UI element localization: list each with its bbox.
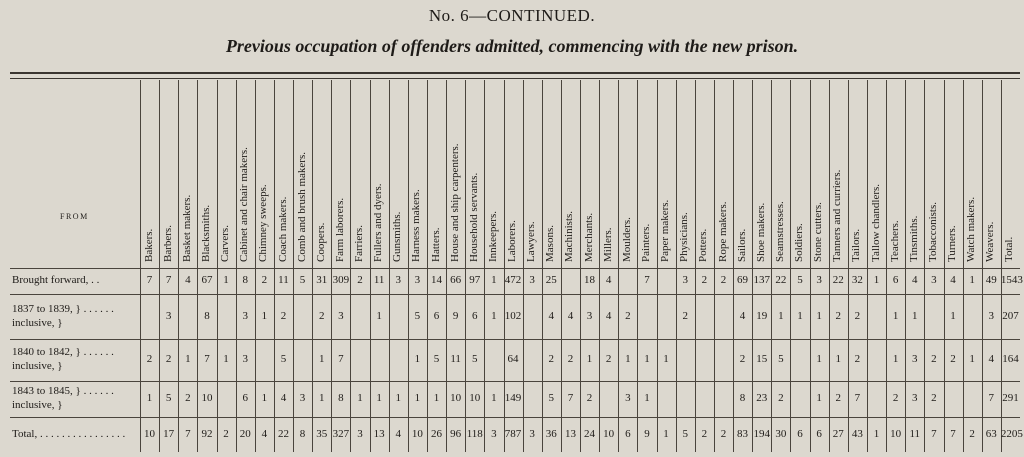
column-header: Harness makers. [410, 189, 423, 262]
row-divider [10, 339, 1020, 340]
table-cell: 8 [299, 427, 306, 440]
table-cell: 1 [644, 353, 650, 365]
table-cell: 1 [797, 309, 803, 322]
table-cell: 10 [450, 392, 462, 404]
table-cell: 4 [911, 274, 918, 286]
table-cell: 49 [985, 274, 997, 286]
table-cell: 2 [835, 309, 841, 322]
column-header: Masons. [544, 225, 557, 262]
column-header: Soldiers. [793, 223, 805, 262]
table-cell: 3 [338, 309, 344, 322]
table-cell: 4 [605, 274, 612, 286]
table-cell: 5 [414, 309, 421, 322]
table-cell: 3 [242, 309, 248, 322]
table-cell: 66 [450, 274, 462, 286]
table-cell: 4 [950, 274, 956, 286]
table-cell: 5 [433, 353, 440, 365]
table-cell: 3 [395, 274, 401, 286]
table-cell: 1 [318, 392, 325, 404]
table-cell: 13 [373, 427, 385, 440]
table-cell: 96 [450, 427, 462, 440]
table-cell: 2 [854, 353, 861, 365]
table-cell: 22 [277, 427, 289, 440]
table-cell: 63 [985, 427, 997, 440]
table-cell: 3 [529, 427, 535, 440]
table-cell: 2 [280, 309, 287, 322]
table-cell: 3 [242, 353, 248, 365]
row-label: 1837 to 1839, } . . . . . . [12, 302, 114, 315]
table-cell: 1 [969, 274, 975, 286]
table-cell: 1 [223, 353, 229, 365]
table-cell: 7 [146, 274, 153, 286]
row-label: inclusive, } [12, 360, 63, 372]
table-cell: 7 [644, 274, 650, 286]
column-header: Painters. [640, 223, 652, 262]
table-cell: 1 [491, 309, 497, 322]
table-cell: 1 [318, 353, 325, 365]
column-header: Barbers. [161, 225, 174, 262]
column-header: Blacksmiths. [200, 204, 212, 262]
column-header: Farm laborers. [333, 197, 346, 262]
table-cell: 1 [835, 353, 841, 365]
table-cell: 10 [144, 427, 156, 440]
table-cell: 9 [644, 427, 650, 440]
table-cell: 4 [988, 353, 994, 365]
table-cell: 2 [720, 274, 727, 286]
column-divider [714, 80, 715, 452]
table-cell: 9 [452, 309, 459, 322]
table-cell: 6 [797, 427, 803, 440]
table-cell: 2 [950, 353, 956, 365]
table-cell: 1 [969, 353, 975, 365]
table-cell: 291 [1002, 392, 1019, 404]
table-cell: 7 [931, 427, 937, 440]
table-cell: 2 [835, 392, 841, 404]
table-cell: 43 [851, 427, 863, 440]
column-header: Stone cutters. [812, 202, 825, 262]
column-header: Innkeepers. [486, 210, 499, 262]
table-cell: 1 [892, 309, 899, 322]
table-cell: 1 [644, 392, 650, 404]
column-header: Seamstresses. [773, 201, 786, 262]
table-cell: 5 [299, 274, 306, 286]
table-cell: 1 [146, 392, 153, 404]
table-cell: 472 [504, 274, 522, 286]
table-cell: 10 [603, 427, 615, 440]
table-cell: 1543 [1000, 274, 1023, 286]
row-label: 1840 to 1842, } . . . . . . [12, 346, 114, 358]
top-rule-thin [10, 78, 1020, 79]
table-cell: 3 [165, 309, 172, 322]
column-header: Comb and brush makers. [295, 152, 308, 262]
column-header: Fullers and dyers. [372, 183, 385, 262]
row-divider [10, 268, 1020, 269]
table-cell: 102 [504, 309, 522, 322]
row-divider [10, 417, 1020, 418]
table-cell: 7 [567, 392, 574, 404]
table-cell: 7 [950, 427, 956, 440]
table-cell: 2 [969, 427, 975, 440]
table-cell: 4 [395, 427, 401, 440]
table-cell: 8 [242, 274, 248, 286]
table-cell: 1 [491, 392, 497, 404]
table-cell: 1 [873, 427, 880, 440]
table-cell: 6 [625, 427, 631, 440]
table-cell: 25 [545, 274, 557, 286]
table-cell: 17 [163, 427, 175, 440]
column-divider [657, 80, 658, 452]
table-cell: 5 [280, 353, 287, 365]
table-cell: 3 [816, 274, 822, 286]
column-divider [867, 80, 868, 452]
table-cell: 67 [201, 274, 213, 286]
column-divider [599, 80, 600, 452]
table-cell: 1 [376, 392, 382, 404]
table-cell: 35 [316, 427, 328, 440]
table-cell: 4 [739, 309, 746, 322]
table-cell: 2 [720, 427, 727, 440]
table-cell: 2 [682, 309, 688, 322]
table-cell: 30 [775, 427, 787, 440]
table-cell: 69 [737, 274, 749, 286]
table-number: No. 6—CONTINUED. [428, 6, 596, 25]
table-cell: 137 [753, 274, 770, 286]
table-cell: 2 [931, 392, 937, 404]
column-header: Potters. [697, 228, 710, 262]
table-cell: 1 [873, 274, 880, 286]
table-cell: 7 [185, 427, 191, 440]
table-cell: 3 [414, 274, 421, 286]
column-header: Tallow chandlers. [869, 183, 882, 262]
row-label: 1843 to 1845, } . . . . . . [12, 385, 114, 397]
table-cell: 7 [204, 353, 210, 365]
table-cell: 2 [586, 392, 593, 404]
column-header: Physicians. [678, 212, 691, 262]
table-cell: 1 [663, 353, 669, 365]
column-divider [523, 80, 524, 452]
column-header: Cabinet and chair makers. [238, 147, 251, 262]
table-cell: 6 [816, 427, 822, 440]
table-cell: 23 [756, 392, 768, 404]
column-header: Gunsmiths. [391, 211, 404, 262]
row-label: inclusive, } [12, 399, 63, 411]
table-cell: 26 [431, 427, 443, 440]
table-cell: 1 [586, 353, 593, 365]
table-cell: 1 [261, 309, 268, 322]
table-cell: 92 [201, 427, 213, 440]
table-cell: 1 [625, 353, 631, 365]
column-header: Tinsmiths. [907, 215, 920, 262]
table-cell: 10 [411, 427, 423, 440]
row-label: inclusive, } [12, 316, 63, 329]
row-label: Total, . . . . . . . . . . . . . . . . [12, 427, 126, 440]
table-cell: 7 [338, 353, 344, 365]
column-header: Watch makers. [965, 196, 978, 262]
table-cell: 24 [584, 427, 596, 440]
table-cell: 14 [431, 274, 443, 286]
table-cell: 1 [414, 392, 421, 404]
column-divider [944, 80, 945, 452]
table-cell: 8 [338, 392, 344, 404]
table-cell: 2 [548, 353, 554, 365]
table-cell: 2 [185, 392, 191, 404]
table-cell: 18 [584, 274, 596, 286]
table-cell: 2 [146, 353, 153, 365]
top-rule [10, 72, 1020, 74]
table-cell: 7 [988, 392, 994, 404]
column-header: Coach makers. [276, 196, 289, 262]
table-cell: 8 [739, 392, 746, 404]
table-cell: 3 [931, 274, 937, 286]
table-cell: 31 [316, 274, 328, 286]
column-header: Lawyers. [525, 221, 538, 262]
table-cell: 309 [332, 274, 350, 286]
table-cell: 327 [332, 427, 350, 440]
column-header: Tailors. [850, 228, 863, 262]
column-header: Shoe makers. [754, 202, 767, 262]
column-header: Machinists. [563, 210, 576, 262]
column-header: Chimney sweeps. [257, 184, 270, 262]
table-cell: 118 [466, 427, 483, 440]
table-cell: 6 [242, 392, 248, 404]
column-header: Weavers. [984, 221, 997, 262]
table-cell: 2 [701, 427, 708, 440]
table-cell: 2 [223, 427, 229, 440]
table-cell: 32 [851, 274, 863, 286]
table-cell: 27 [832, 427, 844, 440]
table-cell: 2 [625, 309, 631, 322]
column-header: Laborers. [506, 220, 518, 262]
table-cell: 10 [469, 392, 481, 404]
column-header: Coopers. [314, 222, 327, 262]
table-cell: 1 [357, 392, 363, 404]
table-cell: 2 [739, 353, 746, 365]
table-cell: 4 [261, 427, 268, 440]
column-header: House and ship carpenters. [448, 143, 461, 262]
row-divider [10, 381, 1020, 382]
table-cell: 5 [548, 392, 554, 404]
table-cell: 36 [545, 427, 557, 440]
table-cell: 1 [816, 309, 822, 322]
table-cell: 3 [911, 392, 918, 404]
table-cell: 11 [909, 427, 921, 440]
table-cell: 2 [567, 353, 574, 365]
table-cell: 1 [261, 392, 268, 404]
table-cell: 3 [357, 427, 363, 440]
table-cell: 11 [373, 274, 385, 286]
table-cell: 8 [204, 309, 210, 322]
table-cell: 20 [239, 427, 251, 440]
column-header: Turners. [946, 225, 958, 262]
table-cell: 4 [605, 309, 612, 322]
table-cell: 13 [564, 427, 576, 440]
column-header: Merchants. [582, 212, 595, 262]
table-cell: 3 [625, 392, 631, 404]
column-header: Rope makers. [716, 201, 729, 262]
table-cell: 6 [892, 274, 899, 286]
table-cell: 1 [911, 309, 918, 322]
table-cell: 1 [663, 427, 669, 440]
table-cell: 194 [753, 427, 770, 440]
table-cell: 1 [816, 353, 822, 365]
column-header: Farriers. [353, 225, 365, 262]
table-cell: 1 [223, 274, 229, 286]
table-cell: 2 [931, 353, 937, 365]
table-cell: 4 [548, 309, 554, 322]
column-header: Sailors. [735, 228, 748, 262]
table-cell: 2 [701, 274, 708, 286]
table-cell: 11 [450, 353, 461, 365]
table-title: Previous occupation of offenders admitted, commencing with the new prison. [225, 36, 799, 56]
table-cell: 1 [433, 392, 440, 404]
table-cell: 10 [890, 427, 902, 440]
column-header: Moulders. [620, 217, 633, 262]
table-cell: 1 [950, 309, 956, 322]
table-cell: 1 [816, 392, 822, 404]
table-cell: 5 [778, 353, 784, 365]
table-cell: 787 [504, 427, 522, 440]
table-cell: 3 [988, 309, 994, 322]
table-cell: 1 [491, 274, 497, 286]
table-cell: 2 [605, 353, 612, 365]
column-header: Millers. [601, 227, 614, 262]
table-cell: 5 [797, 274, 803, 286]
table-cell: 1 [395, 392, 401, 404]
table-cell: 149 [504, 392, 522, 404]
table-cell: 6 [471, 309, 478, 322]
column-header: Tobacconists. [926, 201, 939, 262]
column-header: Carvers. [219, 225, 232, 262]
column-header: Teachers. [888, 220, 901, 262]
table-cell: 1 [892, 353, 899, 365]
table-cell: 5 [471, 353, 478, 365]
table-cell: 64 [507, 353, 519, 365]
table-cell: 3 [529, 274, 535, 286]
table-cell: 2 [357, 274, 363, 286]
row-divider [10, 294, 1020, 295]
table-cell: 1 [185, 353, 191, 365]
table-cell: 2 [854, 309, 861, 322]
table-cell: 6 [433, 309, 440, 322]
from-label: FROM [60, 212, 89, 221]
table-cell: 3 [911, 353, 918, 365]
column-divider [676, 80, 677, 452]
table-cell: 3 [682, 274, 688, 286]
table-cell: 11 [278, 274, 289, 286]
table-cell: 22 [775, 274, 787, 286]
table-cell: 7 [854, 392, 861, 404]
table-cell: 5 [682, 427, 688, 440]
table-cell: 7 [165, 274, 172, 286]
column-header: Household servants. [467, 172, 480, 262]
occupation-table [10, 80, 1023, 452]
table-cell: 2205 [1000, 427, 1023, 440]
row-label: Brought forward, . . [12, 274, 100, 286]
table-cell: 10 [201, 392, 213, 404]
table-cell: 15 [756, 353, 768, 365]
column-header: Total. [1003, 236, 1016, 262]
column-divider [790, 80, 791, 452]
table-cell: 164 [1002, 353, 1019, 365]
column-header: Basket makers. [180, 194, 193, 262]
column-header: Hatters. [429, 227, 442, 262]
table-cell: 83 [737, 427, 749, 440]
table-cell: 5 [165, 392, 172, 404]
table-cell: 3 [299, 392, 306, 404]
column-header: Paper makers. [659, 199, 672, 262]
table-cell: 2 [892, 392, 899, 404]
table-cell: 207 [1002, 309, 1019, 322]
table-cell: 2 [318, 309, 325, 322]
table-cell: 2 [261, 274, 268, 286]
table-cell: 3 [586, 309, 593, 322]
column-divider [963, 80, 964, 452]
column-header: Bakers. [142, 228, 155, 262]
column-header: Tanners and curriers. [831, 169, 844, 262]
table-cell: 4 [567, 309, 574, 322]
column-divider [217, 80, 218, 452]
table-cell: 1 [376, 309, 382, 322]
table-cell: 4 [185, 274, 191, 286]
table-cell: 22 [832, 274, 844, 286]
table-cell: 97 [469, 274, 481, 286]
table-cell: 1 [778, 309, 784, 322]
table-cell: 4 [280, 392, 287, 404]
table-cell: 2 [778, 392, 784, 404]
column-divider [695, 80, 696, 452]
table-cell: 2 [165, 353, 172, 365]
table-cell: 19 [756, 309, 768, 322]
table-cell: 1 [414, 353, 421, 365]
table-cell: 3 [491, 427, 497, 440]
